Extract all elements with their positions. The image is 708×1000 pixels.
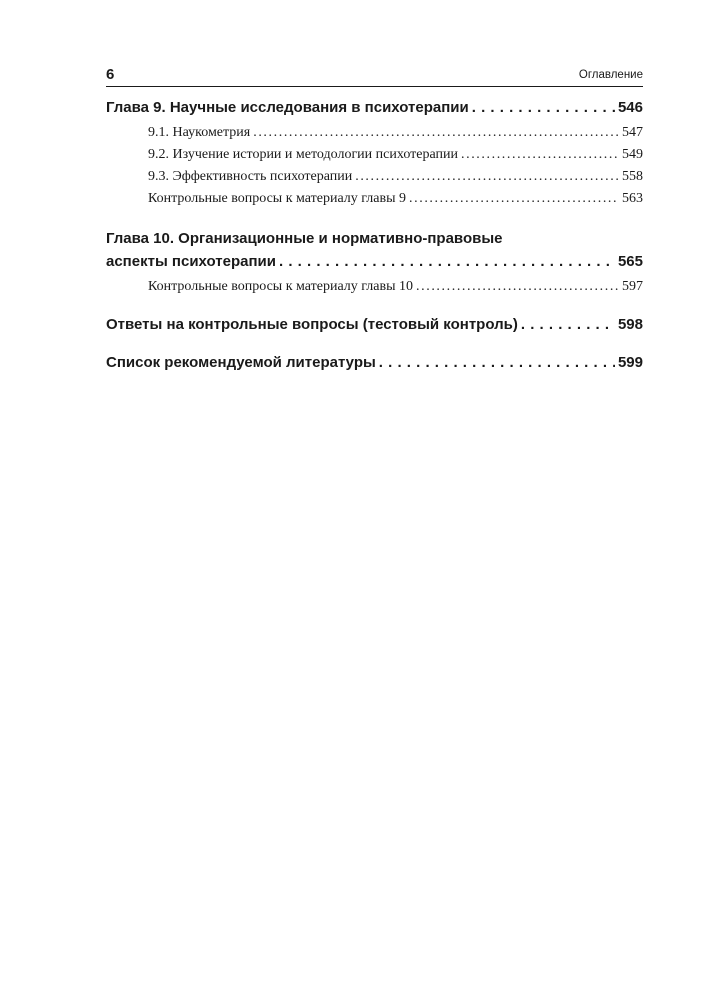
page-header xyxy=(106,64,643,86)
toc-entry-questions-10[interactable] xyxy=(106,276,643,298)
toc-entry-page: 563 xyxy=(622,191,643,206)
dot-leader xyxy=(379,351,615,374)
page xyxy=(106,64,643,374)
toc-entry-chapter-10[interactable] xyxy=(106,250,643,273)
toc-entry-title: 9.1. Наукометрия xyxy=(148,125,251,140)
toc-entry-title: Глава 9. Научные исследования в психотерапии xyxy=(106,99,469,116)
toc-entry-page: 549 xyxy=(622,147,643,162)
toc-entry-chapter-9[interactable] xyxy=(106,96,643,119)
running-title: Оглавление xyxy=(578,69,643,81)
toc-entry-chapter-10-title-line1[interactable]: Глава 10. Организационные и нормативно-правовые xyxy=(106,230,503,247)
toc-entry-page: 597 xyxy=(622,279,643,294)
toc-entry-section-9-3[interactable] xyxy=(106,166,643,188)
toc-entry-page: 565 xyxy=(617,253,643,270)
toc-entry-page: 599 xyxy=(617,354,643,371)
dot-leader xyxy=(355,166,619,188)
dot-leader xyxy=(253,122,619,144)
toc-entry-literature[interactable] xyxy=(106,351,643,374)
toc-entry-page: 547 xyxy=(622,125,643,140)
page-number: 6 xyxy=(106,66,115,83)
toc-entry-section-9-1[interactable] xyxy=(106,122,643,144)
toc-entry-answers[interactable] xyxy=(106,313,643,336)
dot-leader xyxy=(461,144,619,166)
toc-entry-page: 546 xyxy=(617,99,643,116)
dot-leader xyxy=(521,313,615,336)
toc-entry-page: 598 xyxy=(617,316,643,333)
dot-leader xyxy=(472,96,615,119)
toc-entry-title: аспекты психотерапии xyxy=(106,253,276,270)
table-of-contents xyxy=(106,96,643,374)
toc-entry-title: Контрольные вопросы к материалу главы 9 xyxy=(148,191,407,206)
header-rule xyxy=(106,86,643,87)
dot-leader xyxy=(279,250,615,273)
toc-entry-title: 9.2. Изучение истории и методологии психотерапии xyxy=(148,147,458,162)
toc-entry-title: Список рекомендуемой литературы xyxy=(106,354,376,371)
toc-entry-title: Контрольные вопросы к материалу главы 10 xyxy=(148,279,414,294)
toc-entry-questions-9[interactable] xyxy=(106,188,643,210)
dot-leader xyxy=(409,188,619,210)
toc-entry-title: 9.3. Эффективность психотерапии xyxy=(148,169,353,184)
toc-entry-page: 558 xyxy=(622,169,643,184)
dot-leader xyxy=(416,276,619,298)
toc-entry-title: Ответы на контрольные вопросы (тестовый контроль) xyxy=(106,316,518,333)
toc-entry-section-9-2[interactable] xyxy=(106,144,643,166)
